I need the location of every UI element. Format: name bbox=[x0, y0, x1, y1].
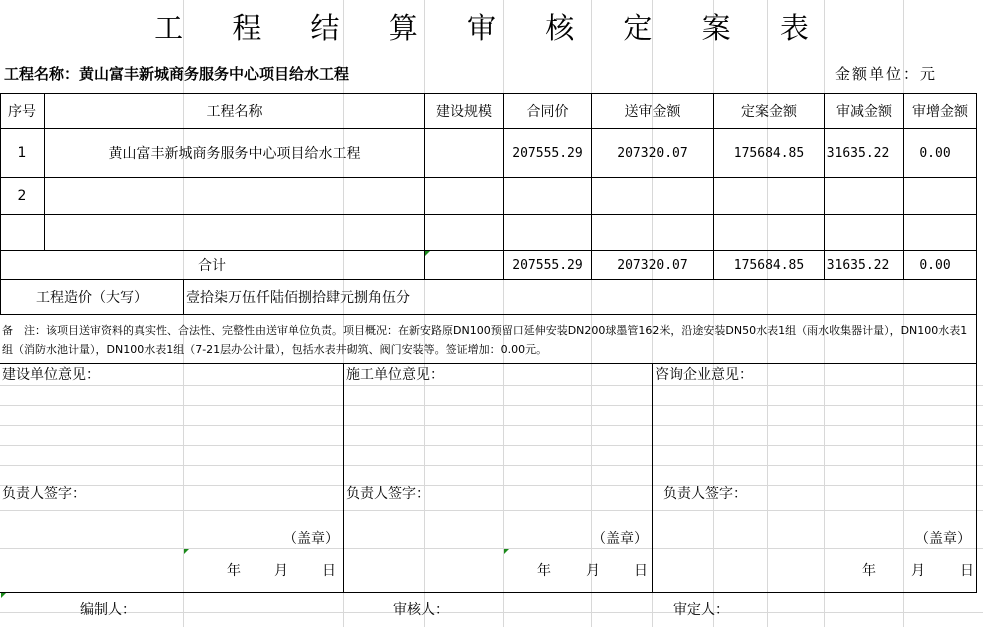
col-header-submitted: 送审金额 bbox=[624, 104, 681, 120]
amount-unit-label: 金额单位： bbox=[835, 65, 921, 83]
total-approved-amount: 175684.85 bbox=[733, 257, 805, 273]
total-submitted-amount: 207320.07 bbox=[617, 257, 688, 273]
reviewer-label: 审核人： bbox=[393, 602, 449, 618]
project-name-line bbox=[4, 67, 349, 82]
row-reduced-amount: 31635.22 bbox=[826, 145, 890, 161]
row-project-name: 黄山富丰新城商务服务中心项目给水工程 bbox=[108, 146, 361, 162]
col-header-approved: 定案金额 bbox=[741, 104, 797, 120]
date-year: 年 bbox=[227, 563, 241, 579]
opinion-label: 咨询企业意见： bbox=[655, 367, 753, 383]
project-name-label: 工程名称： bbox=[4, 65, 80, 83]
seal-label: （盖章） bbox=[592, 531, 648, 547]
cell-comment-marker bbox=[184, 549, 189, 554]
col-header-contract: 合同价 bbox=[526, 104, 569, 120]
row-no: 2 bbox=[17, 188, 27, 204]
seal-label: （盖章） bbox=[915, 531, 971, 547]
signature-label: 负责人签字： bbox=[346, 486, 430, 502]
date-month: 月 bbox=[911, 563, 925, 579]
cell-comment-marker bbox=[1, 593, 6, 598]
col-header-scale: 建设规模 bbox=[436, 104, 492, 120]
opinion-label: 建设单位意见： bbox=[2, 367, 100, 383]
date-day: 日 bbox=[634, 563, 648, 579]
cost-in-words-label: 工程造价（大写） bbox=[36, 290, 148, 306]
date-year: 年 bbox=[537, 563, 551, 579]
total-contract-price: 207555.29 bbox=[512, 257, 583, 273]
total-reduced-amount: 31635.22 bbox=[826, 257, 890, 273]
compiler-label: 编制人： bbox=[80, 602, 136, 618]
col-header-increased: 审增金额 bbox=[912, 104, 968, 120]
col-header-no: 序号 bbox=[8, 104, 36, 120]
row-increased-amount: 0.00 bbox=[919, 145, 951, 161]
date-year: 年 bbox=[862, 563, 876, 579]
row-submitted-amount: 207320.07 bbox=[617, 145, 688, 161]
date-month: 月 bbox=[274, 563, 288, 579]
signature-label: 负责人签字： bbox=[663, 486, 747, 502]
date-month: 月 bbox=[586, 563, 600, 579]
total-increased-amount: 0.00 bbox=[919, 257, 951, 273]
cell-comment-marker bbox=[504, 549, 509, 554]
remarks-note: 备 注：该项目送审资料的真实性、合法性、完整性由送审单位负责。项目概况：在新安路原DN100预留口延伸安装DN200球墨管162米，沿途安装DN50水表1组（雨水收集器计量），DN100水表1组（消防水池计量），DN100水表1组（7-21层办公计量），包括水表井砌筑、阀门安装等。签证增加：0.00元。 bbox=[2, 324, 968, 356]
cost-in-words-value: 壹拾柒万伍仟陆佰捌拾肆元捌角伍分 bbox=[186, 290, 410, 306]
cell-comment-marker bbox=[425, 251, 430, 256]
approver-label: 审定人： bbox=[673, 602, 729, 618]
row-contract-price: 207555.29 bbox=[512, 145, 583, 161]
col-header-reduced: 审减金额 bbox=[836, 104, 892, 120]
row-approved-amount: 175684.85 bbox=[733, 145, 805, 161]
signature-label: 负责人签字： bbox=[2, 486, 86, 502]
opinion-label: 施工单位意见： bbox=[346, 367, 444, 383]
total-label: 合计 bbox=[198, 258, 226, 274]
date-day: 日 bbox=[960, 563, 974, 579]
project-name-value: 黄山富丰新城商务服务中心项目给水工程 bbox=[79, 65, 350, 83]
amount-unit bbox=[835, 67, 937, 82]
seal-label: （盖章） bbox=[283, 531, 339, 547]
date-day: 日 bbox=[322, 563, 336, 579]
amount-unit-value: 元 bbox=[920, 65, 938, 83]
col-header-name: 工程名称 bbox=[206, 104, 263, 120]
page-title: 工 程 结 算 审 核 定 案 表 bbox=[154, 11, 829, 45]
row-scale bbox=[425, 129, 503, 177]
row-no: 1 bbox=[17, 145, 27, 161]
